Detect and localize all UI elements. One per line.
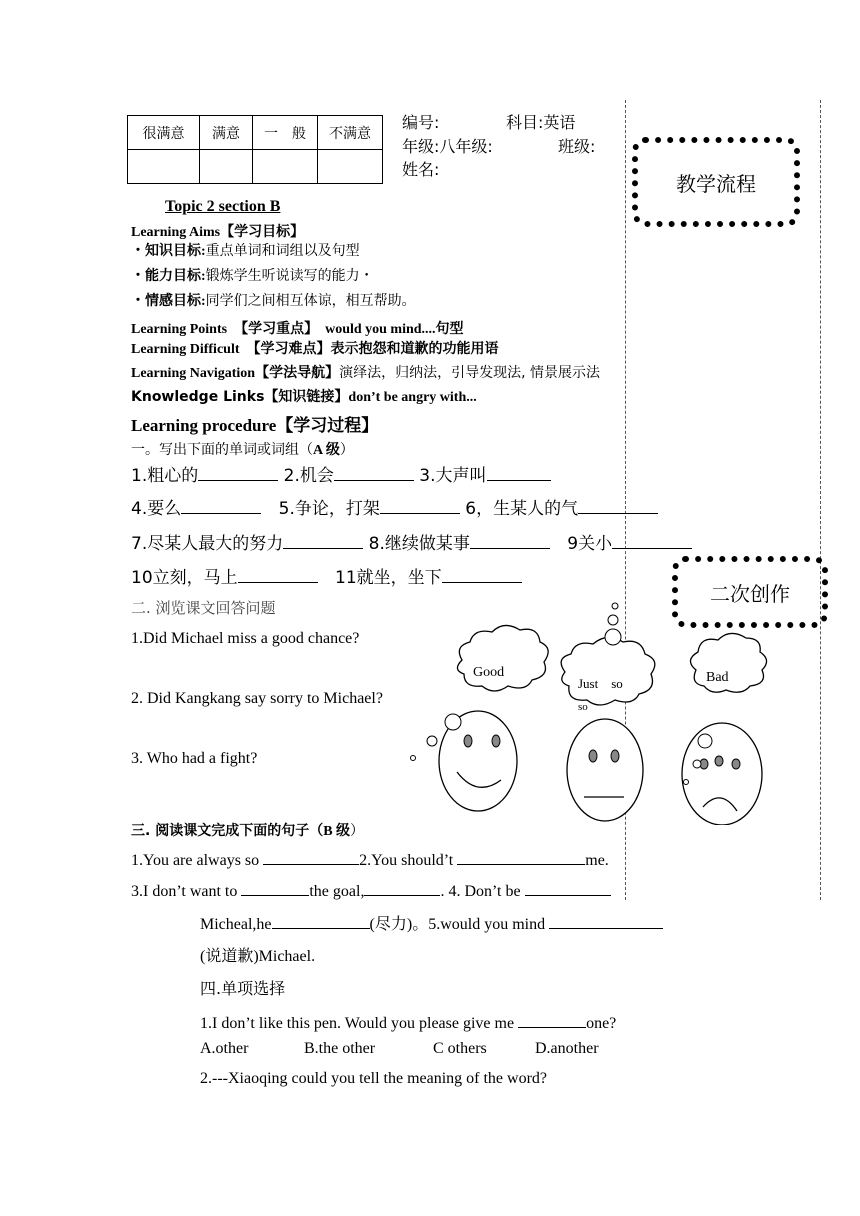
average-header: 一 般 <box>253 116 318 150</box>
knowledge-aim-text: 重点单词和词组以及句型 <box>205 243 360 259</box>
part3-sentence-line-2 <box>131 879 611 901</box>
part3-title-close: ） <box>350 823 365 839</box>
just-so-thought-cloud <box>561 637 655 713</box>
word-item: 10立刻，马上 <box>131 568 238 588</box>
grade-label: 年级:八年级: <box>402 137 493 156</box>
word-item: 7.尽某人最大的努力 <box>131 534 284 554</box>
word-item: 5.争论，打架 <box>278 499 380 519</box>
word-item: 6，生某人的气 <box>465 499 579 519</box>
very-satisfied-header: 很满意 <box>128 116 200 150</box>
unsatisfied-header: 不满意 <box>318 116 383 150</box>
sentence-text: Micheal,he <box>200 916 272 933</box>
sentence-text: 1.You are always so <box>131 852 264 869</box>
answer-blank[interactable] <box>457 848 585 865</box>
sentence-text: 2.You should’t <box>359 852 458 869</box>
part4-title: 四.单项选择 <box>200 979 286 998</box>
satisfied-cell[interactable] <box>200 150 253 184</box>
good-label: Good <box>473 665 505 680</box>
answer-blank[interactable] <box>364 879 440 896</box>
part1-row1 <box>131 461 551 486</box>
aims-title: Learning Aims【学习目标】 <box>131 225 305 240</box>
answer-blank[interactable] <box>487 463 551 481</box>
neutral-face <box>567 719 643 821</box>
class-label: 班级: <box>558 137 596 156</box>
part1-title <box>131 439 354 459</box>
sentence-text: (尽力)。5.would you mind <box>369 916 550 933</box>
teaching-flow-label: 教学流程 <box>676 171 756 196</box>
question-text: 1.I don’t like this pen. Would you please give me <box>200 1015 519 1032</box>
answer-blank[interactable] <box>380 496 460 514</box>
part1-row2 <box>131 494 658 519</box>
number-label: 编号: <box>402 113 440 132</box>
part3-title <box>131 820 364 840</box>
procedure-title: Learning procedure【学习过程】 <box>131 416 379 435</box>
word-item: 11就坐，坐下 <box>335 568 442 588</box>
answer-blank[interactable] <box>612 531 692 549</box>
option-d[interactable]: D.another <box>535 1040 599 1057</box>
topic-title: Topic 2 section B <box>165 198 281 215</box>
name-label: 姓名: <box>402 160 440 179</box>
answer-blank[interactable] <box>238 565 318 583</box>
ability-aim-label: ・能力目标: <box>131 269 206 284</box>
learning-difficult-label: Learning Difficult 【学习难点】 <box>131 342 331 357</box>
answer-blank[interactable] <box>525 879 611 896</box>
part1-level: A 级 <box>313 443 340 458</box>
question-text: one? <box>586 1015 617 1032</box>
part3-sentence-line-4: (说道歉)Michael. <box>200 948 316 965</box>
knowledge-aim-label: ・知识目标: <box>131 244 206 259</box>
knowledge-links-text: don’t be angry with... <box>348 390 477 405</box>
part1-row3 <box>131 529 692 554</box>
emotion-aim-text: 同学们之间相互体谅，相互帮助。 <box>205 293 416 309</box>
sentence-text: the goal, <box>309 883 365 900</box>
learning-difficult <box>131 338 499 358</box>
part2-question-2: 2. Did Kangkang say sorry to Michael? <box>131 690 383 707</box>
word-item: 1.粗心的 <box>131 466 199 486</box>
just-so-overflow: so <box>578 701 588 713</box>
learning-navigation-text: 演绎法，归纳法，引导发现法, 情景展示法 <box>339 365 600 381</box>
answer-blank[interactable] <box>470 531 550 549</box>
part1-title-text: 一。写出下面的单词或词组（ <box>131 442 313 458</box>
word-item: 4.要么 <box>131 499 182 519</box>
good-thought-cloud <box>457 625 548 691</box>
satisfaction-table <box>127 115 383 184</box>
unsatisfied-cell[interactable] <box>318 150 383 184</box>
bad-label: Bad <box>706 670 729 685</box>
faces-illustration <box>400 600 780 825</box>
part3-sentence-line-3 <box>200 911 663 934</box>
part3-title-text: 三. 阅读课文完成下面的句子（ <box>131 823 324 839</box>
ability-aim-text: 锻炼学生听说读写的能力・ <box>205 268 374 284</box>
learning-navigation-label: Learning Navigation【学法导航】 <box>131 366 340 381</box>
word-item: 2.机会 <box>283 466 334 486</box>
bad-thought-cloud <box>690 633 766 692</box>
part4-question-2: 2.---Xiaoqing could you tell the meaning of the word? <box>200 1070 548 1087</box>
emotion-aim <box>131 290 416 310</box>
right-margin-line <box>820 100 821 900</box>
learning-difficult-text: 表示抱怨和道歉的功能用语 <box>330 342 499 357</box>
sentence-text: me. <box>585 852 609 869</box>
learning-points-text: would you mind....句型 <box>325 322 464 337</box>
average-cell[interactable] <box>253 150 318 184</box>
answer-blank[interactable] <box>241 879 309 896</box>
sentence-text: 3.I don’t want to <box>131 883 242 900</box>
learning-points-label: Learning Points 【学习重点】 <box>131 322 312 337</box>
learning-points <box>131 318 464 338</box>
subject-label: 科目:英语 <box>506 113 576 132</box>
part4-question-1 <box>200 1011 616 1033</box>
knowledge-aim <box>131 240 360 260</box>
answer-blank[interactable] <box>442 565 522 583</box>
answer-blank[interactable] <box>518 1011 586 1028</box>
option-b[interactable]: B.the other <box>304 1040 376 1057</box>
part2-question-1: 1.Did Michael miss a good chance? <box>131 630 360 647</box>
option-a[interactable]: A.other <box>200 1040 249 1057</box>
answer-blank[interactable] <box>283 531 363 549</box>
word-item: 9关小 <box>567 534 613 554</box>
satisfied-header: 满意 <box>200 116 253 150</box>
part2-question-3: 3. Who had a fight? <box>131 750 258 767</box>
answer-blank[interactable] <box>334 463 414 481</box>
sentence-text: . 4. Don’t be <box>440 883 525 900</box>
part3-sentence-line-1 <box>131 848 609 870</box>
very-satisfied-cell[interactable] <box>128 150 200 184</box>
part1-row4 <box>131 563 522 588</box>
answer-blank[interactable] <box>549 912 663 929</box>
part2-title: 二. 浏览课文回答问题 <box>131 599 276 617</box>
recreate-label: 二次创作 <box>710 581 790 606</box>
learning-navigation <box>131 362 600 382</box>
ability-aim <box>131 265 374 285</box>
sad-face <box>682 723 762 825</box>
option-c[interactable]: C others <box>433 1040 487 1057</box>
answer-blank[interactable] <box>181 496 261 514</box>
answer-blank[interactable] <box>263 848 359 865</box>
knowledge-links-label: Knowledge Links【知识链接】 <box>131 389 349 405</box>
answer-blank[interactable] <box>578 496 658 514</box>
answer-blank[interactable] <box>198 463 278 481</box>
part1-title-close: ） <box>339 442 354 458</box>
teaching-flow-box <box>632 137 800 227</box>
word-item: 3.大声叫 <box>419 466 487 486</box>
word-item: 8.继续做某事 <box>368 534 470 554</box>
emotion-aim-label: ・情感目标: <box>131 294 206 309</box>
knowledge-links <box>131 386 477 406</box>
answer-blank[interactable] <box>272 912 370 929</box>
just-so-label: Just so <box>578 676 623 691</box>
part3-level: B 级 <box>323 824 351 839</box>
